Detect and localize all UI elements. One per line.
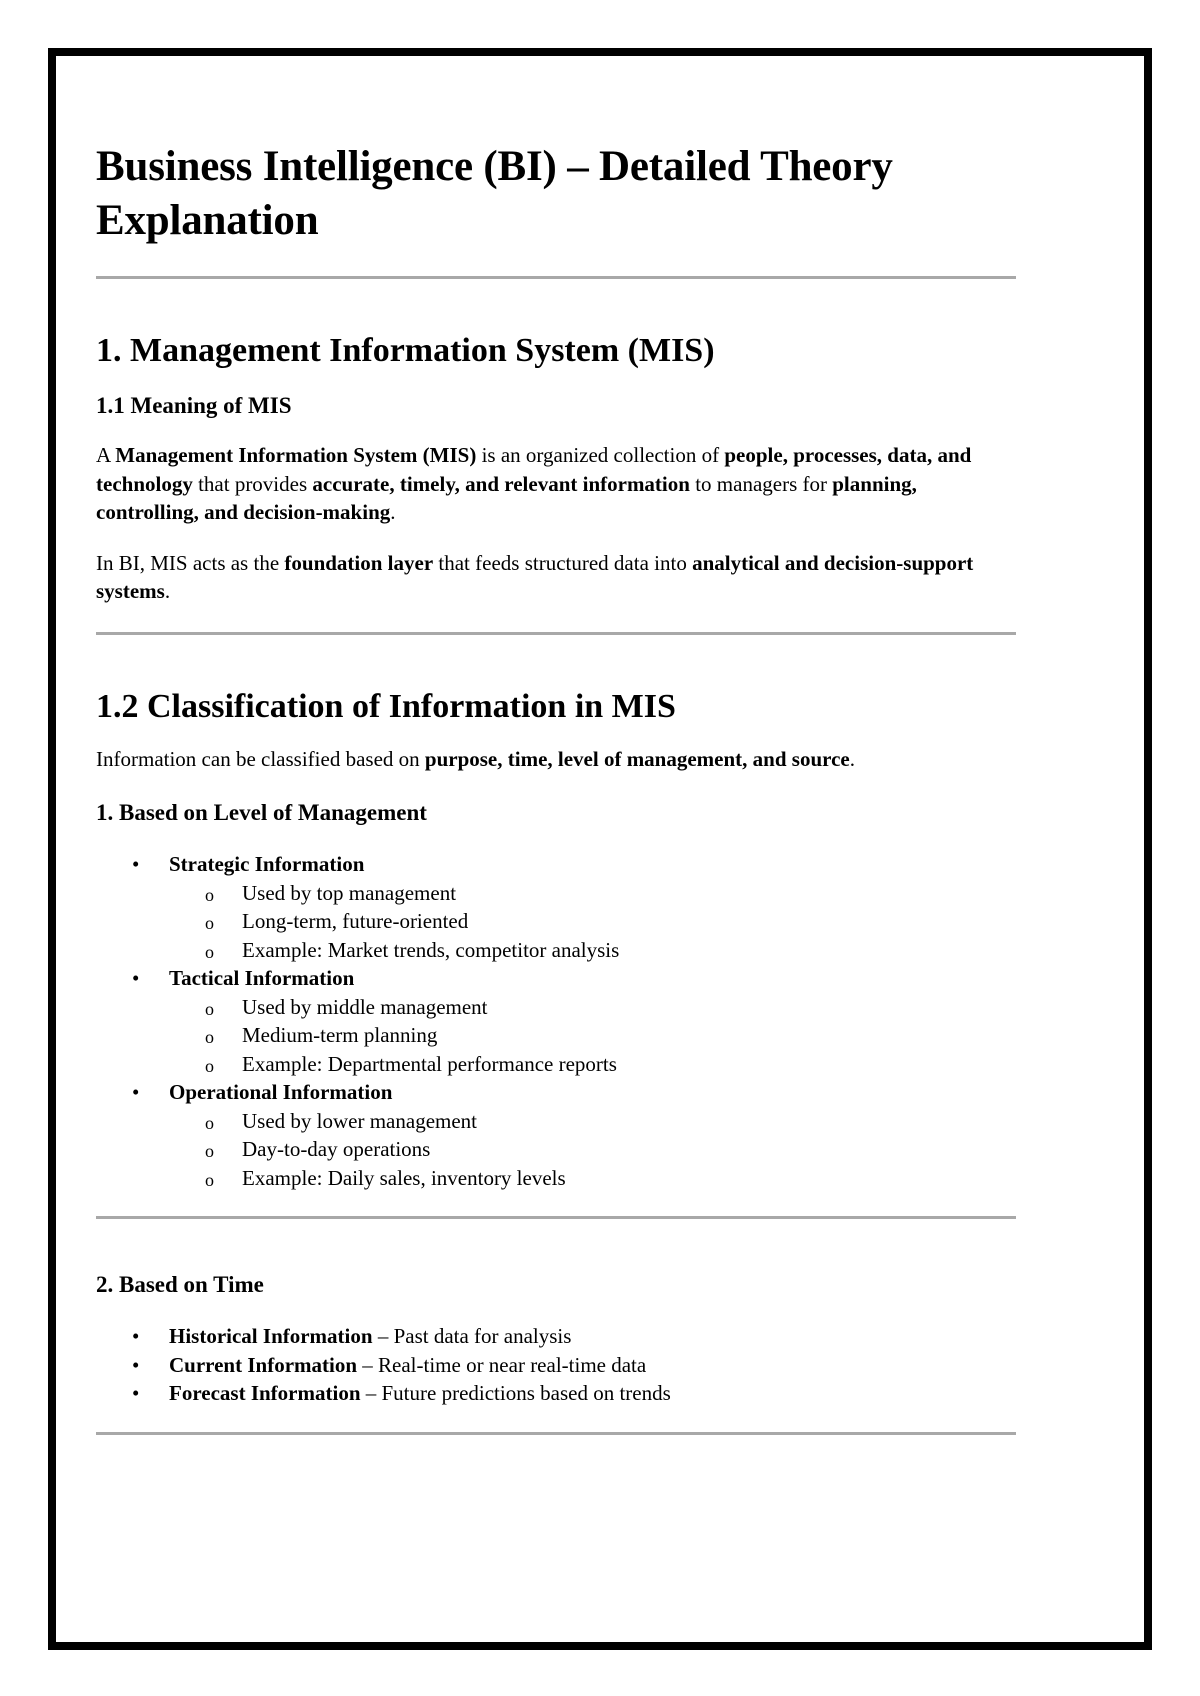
sub-list-item: o Medium-term planning	[169, 1021, 1016, 1050]
level-list	[96, 850, 1016, 1192]
sub-list	[169, 1107, 1016, 1193]
sub-list-item: o Used by middle management	[169, 993, 1016, 1022]
document-title: Business Intelligence (BI) – Detailed Theory Explanation	[96, 143, 893, 244]
bold-run: purpose, time, level of management, and source	[424, 746, 850, 771]
sub-list-item: o Example: Daily sales, inventory levels	[169, 1164, 1016, 1193]
sub-heading-meaning: 1.1 Meaning of MIS	[96, 393, 292, 418]
list-item-desc: – Real-time or near real-time data	[357, 1352, 647, 1377]
section-heading-classification: 1.2 Classification of Information in MIS	[96, 687, 676, 725]
sub-heading-level: 1. Based on Level of Management	[96, 800, 427, 825]
sub-heading-time: 2. Based on Time	[96, 1272, 264, 1297]
sub-list-item: o Example: Market trends, competitor analysis	[169, 936, 1016, 965]
text-run: that provides	[192, 471, 313, 496]
list-item-label: Historical Information	[169, 1324, 373, 1348]
time-list	[96, 1322, 1016, 1408]
text-run: In BI, MIS acts as the	[96, 550, 285, 575]
list-item	[96, 1078, 1016, 1192]
list-item-label: Forecast Information	[169, 1381, 361, 1405]
text-run: .	[849, 746, 855, 771]
text-run: .	[390, 500, 396, 524]
text-run: .	[164, 579, 171, 603]
list-item	[96, 964, 1016, 1078]
bold-run: planning, controlling, and decision-making	[96, 471, 917, 524]
section-heading-mis: 1. Management Information System (MIS)	[96, 332, 715, 369]
text-run: that feeds structured data into	[433, 550, 693, 575]
paragraph-classification-intro	[96, 745, 1016, 774]
list-item-label: Current Information	[169, 1352, 358, 1377]
sub-list	[169, 993, 1016, 1079]
divider	[96, 1432, 1016, 1435]
list-item-label: Strategic Information	[169, 852, 365, 876]
text-run: is an organized collection of	[476, 443, 725, 467]
text-run: to managers for	[689, 471, 833, 496]
paragraph-mis-in-bi	[96, 549, 1016, 606]
list-item-desc: – Past data for analysis	[372, 1324, 572, 1348]
sub-list-item: o Example: Departmental performance reports	[169, 1050, 1016, 1079]
bold-run: foundation layer	[284, 550, 434, 575]
list-item	[96, 1351, 1016, 1380]
paragraph-mis-definition	[96, 441, 1016, 527]
list-item	[96, 1379, 1016, 1408]
sub-list-item: o Used by top management	[169, 879, 1016, 908]
bold-run: accurate, timely, and relevant information	[312, 471, 690, 496]
sub-list	[169, 879, 1016, 965]
document-body	[96, 140, 1016, 1435]
list-item-label: Operational Information	[169, 1080, 393, 1104]
sub-list-item: o Used by lower management	[169, 1107, 1016, 1136]
bold-run: Management Information System (MIS)	[115, 443, 477, 467]
bold-run: people, processes, data, and technology	[96, 443, 972, 496]
text-run: A	[96, 443, 116, 467]
sub-list-item: o Long-term, future-oriented	[169, 907, 1016, 936]
list-item-desc: – Future predictions based on trends	[360, 1381, 671, 1405]
list-item-label: Tactical Information	[169, 966, 355, 990]
list-item	[96, 1322, 1016, 1351]
list-item	[96, 850, 1016, 964]
text-run: Information can be classified based on	[96, 746, 425, 771]
bold-run: analytical and decision-support systems	[96, 550, 974, 603]
sub-list-item: o Day-to-day operations	[169, 1135, 1016, 1164]
